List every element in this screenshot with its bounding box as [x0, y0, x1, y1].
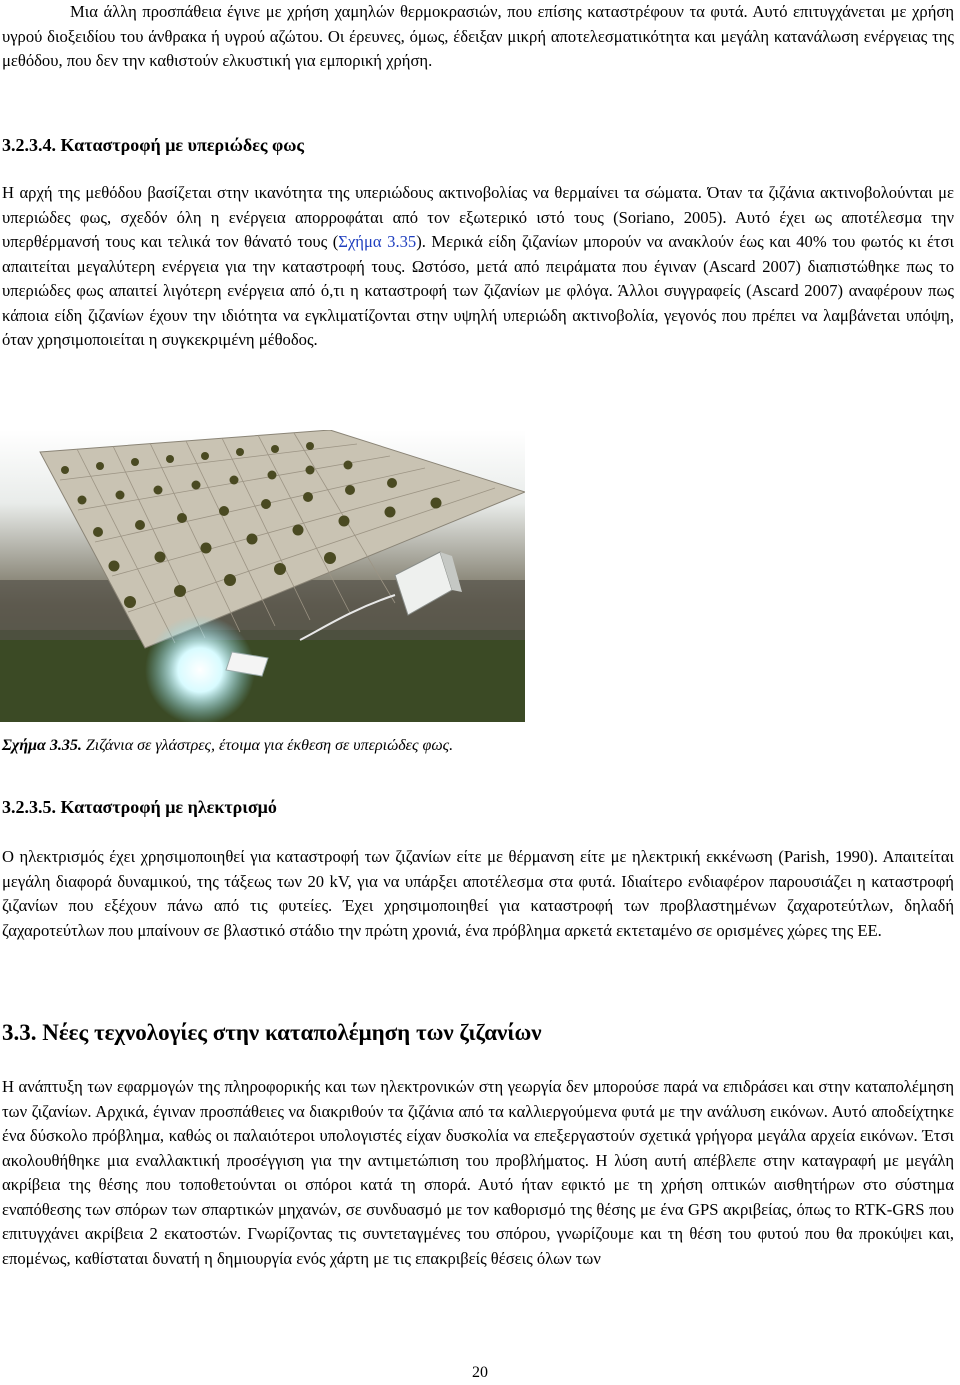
uv-paragraph: [2, 181, 954, 353]
section-heading-electricity: 3.2.3.5. Καταστροφή με ηλεκτρισμό: [2, 797, 277, 817]
section-heading-uv: 3.2.3.4. Καταστροφή με υπεριώδες φως: [2, 135, 304, 155]
uv-text-b: ). Μερικά είδη ζιζανίων μπορούν να ανακλούν έως και 40% του φωτός κι έτσι απαιτείται μεγαλύτερη ενέργεια για την καταστροφή τους. Ωστόσο, μετά από πειράματα που έγιναν (Ascard 2007) διαπιστώθηκε πως το υπεριώδες φως απαιτεί λιγότερη ενέργεια από ό,τι η καταστροφή των ζιζανίων με φλόγα. Άλλοι συγγραφείς (Ascard 2007) αναφέρουν πως κάποια είδη ζιζανίων έχουν την ιδιότητα να εγκλιματίζονται στην υψηλή υπεριώδη ακτινοβολία, γεγονός που πρέπει να λαμβάνεται υπόψη, όταν χρησιμοποιείται η συγκεκριμένη μέθοδος.: [2, 232, 955, 349]
uv-text-a: Η αρχή της μεθόδου βασίζεται στην ικανότητα της υπεριώδους ακτινοβολίας να θερμαίνει τα σώματα. Όταν τα ζιζάνια ακτινοβολούνται με υπεριώδες φως, σχεδόν όλη η ενέργεια απορροφάται από τον εξωτερικό ιστό τους (Soriano, 2005). Αυτό έχει ως αποτέλεσμα την υπερθέρμανσή τους και τελικά τον θάνατό τους (: [2, 183, 954, 251]
figure-caption: [2, 735, 453, 757]
section-heading-new-tech: 3.3. Νέες τεχνολογίες στην καταπολέμηση των ζιζανίων: [2, 1020, 542, 1045]
figure-link[interactable]: Σχήμα 3.35: [338, 232, 417, 251]
electricity-paragraph: Ο ηλεκτρισμός έχει χρησιμοποιηθεί για καταστροφή των ζιζανίων είτε με θέρμανση είτε με ηλεκτρική εκκένωση (Parish, 1990). Απαιτείται μεγάλη διαφορά δυναμικού, της τάξεως των 20 kV, για να υπάρξει αποτέλεσμα στα φυτά. Ιδιαίτερο ενδιαφέρον παρουσιάζει η καταστροφή ζιζανίων που εξέχουν πάνω από τις φυτείες. Έχει χρησιμοποιηθεί για καταστροφή των προβλαστημένων ζαχαροτεύτλων, δηλαδή ζαχαροτεύτλων που μπαίνουν σε βλαστικό στάδιο την πρώτη χρονιά, ένα πρόβλημα αρκετά εκτεταμένο σε ορισμένες χώρες της ΕΕ.: [2, 847, 954, 940]
figure-caption-text: Ζιζάνια σε γλάστρες, έτοιμα για έκθεση σε υπεριώδες φως.: [85, 737, 454, 754]
weed-pots-photo: [0, 430, 525, 722]
page-number: 20: [472, 1364, 488, 1381]
new-tech-paragraph: Η ανάπτυξη των εφαρμογών της πληροφορικής και των ηλεκτρονικών στη γεωργία δεν μπορούσε παρά να επιδράσει και στην καταπολέμηση των ζιζανίων. Αρχικά, έγιναν προσπάθειες να διακριθούν τα ζιζάνια από τα καλλιεργούμενα φυτά με την ανάλυση εικόνων. Αυτό αποδείχτηκε ένα δύσκολο πρόβλημα, καθώς οι παλαιότεροι υπολογιστές είχαν δυσκολία να επεξεργαστούν σχετικά γρήγορα μεγάλα αρχεία εικόνων. Έτσι ακολουθήθηκε μια εναλλακτική προσέγγιση για την αντιμετώπιση του προβλήματος. Η λύση αυτή απέβλεπε στην καταγραφή με μεγάλη ακρίβεια της θέσης που τοποθετούνται οι σπόροι κατά τη σπορά. Αυτό ήταν εφικτό με τη χρήση οπτικών αισθητήρων στο σύστημα εναπόθεσης των σπόρων των σπαρτικών μηχανών, σε συνδυασμό με τον καθορισμό της θέσης με ένα GPS ακριβείας, όπως το RTK-GRS που επιτυγχάνει ακρίβεια 2 εκατοστών. Γνωρίζοντας τις συντεταγμένες του σπόρου, γνωρίζουμε και τη θέση του φυτού που θα προκύψει και, επομένως, καθίσταται δυνατή η δημιουργία ενός χάρτη με τις επακριβείς θέσεις όλων των: [2, 1077, 954, 1268]
intro-paragraph: Μια άλλη προσπάθεια έγινε με χρήση χαμηλών θερμοκρασιών, που επίσης καταστρέφουν τα φυτά. Αυτό επιτυγχάνεται με χρήση υγρού διοξειδίου του άνθρακα ή υγρού αζώτου. Οι έρευνες, όμως, έδειξαν μικρή αποτελεσματικότητα και μεγάλη κατανάλωση ενέργειας της μεθόδου, που δεν την καθιστούν ελκυστική για εμπορική χρήση.: [2, 2, 954, 70]
figure-label: Σχήμα 3.35.: [2, 737, 82, 754]
